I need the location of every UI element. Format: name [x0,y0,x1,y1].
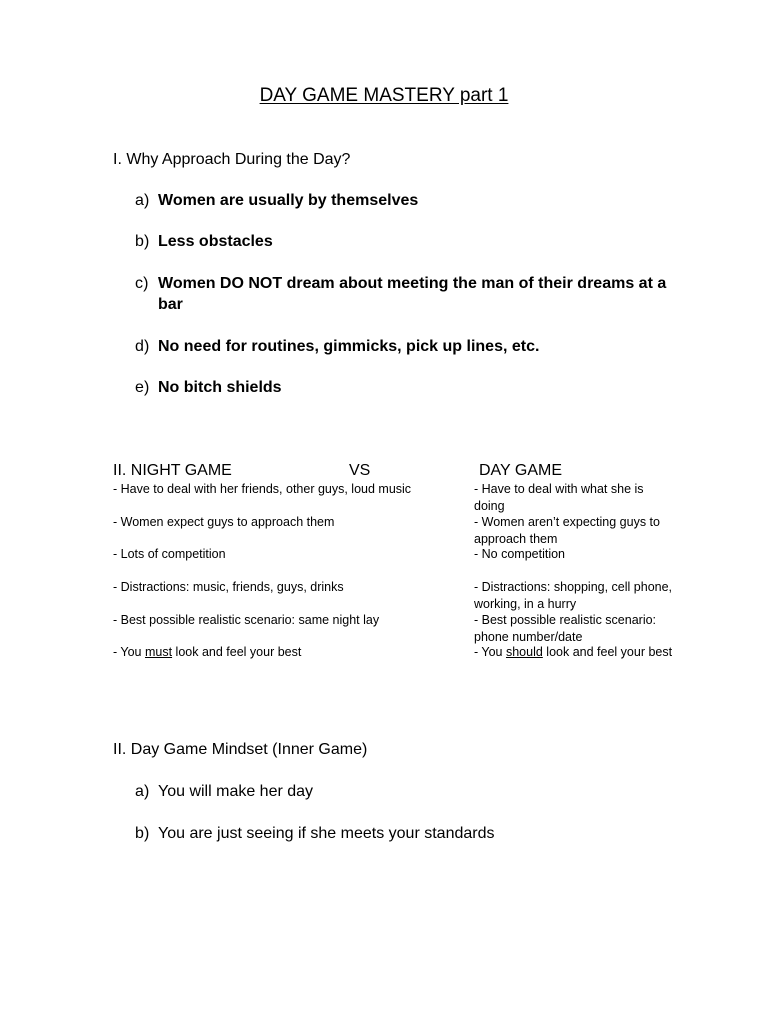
day-game-row-2: - Women aren’t expecting guys to approach them [474,515,660,546]
night-game-heading: II. NIGHT GAME [113,462,232,479]
section-3-item-a-letter: a) [135,783,150,800]
must-emphasis: must [144,645,173,659]
section-1-item-a-text: Women are usually by themselves [158,192,419,209]
day-game-row-6-pre: - You [474,645,506,659]
should-emphasis: should [505,645,543,659]
section-1-item-e-letter: e) [135,379,150,396]
section-1-item-a-letter: a) [135,192,150,209]
day-game-heading: DAY GAME [479,462,562,479]
day-game-row-5: - Best possible realistic scenario: phone number/date [474,613,657,644]
night-game-row-6 [113,644,463,661]
section-1-item-d-letter: d) [135,338,150,355]
day-game-row-6 [474,644,674,661]
day-game-row-4: - Distractions: shopping, cell phone, working, in a hurry [474,580,673,611]
vs-label: VS [349,462,371,479]
section-1-item-e-text: No bitch shields [158,379,282,396]
section-1-item-c-letter: c) [135,275,149,292]
day-game-row-3: - No competition [474,547,566,561]
section-1-item-c-text: Women DO NOT dream about meeting the man of their dreams at a bar [158,275,667,313]
section-3-item-a-text: You will make her day [158,783,314,800]
day-game-row-1: - Have to deal with what she is doing [474,482,644,513]
section-3-item-b-letter: b) [135,825,150,842]
night-game-row-2: - Women expect guys to approach them [113,515,335,529]
section-1-item-b-text: Less obstacles [158,233,273,250]
day-game-row-6-post: look and feel your best [542,645,673,659]
night-game-row-4: - Distractions: music, friends, guys, drinks [113,580,344,594]
night-game-row-1: - Have to deal with her friends, other guys, loud music [113,482,412,496]
section-1-heading: I. Why Approach During the Day? [113,151,351,168]
night-game-row-6-pre: - You [113,645,145,659]
night-game-row-6-post: look and feel your best [172,645,302,659]
night-game-row-5: - Best possible realistic scenario: same night lay [113,613,380,627]
section-1-item-b-letter: b) [135,233,150,250]
section-1-item-d-text: No need for routines, gimmicks, pick up lines, etc. [158,338,540,355]
night-game-row-3: - Lots of competition [113,547,226,561]
section-3-heading: II. Day Game Mindset (Inner Game) [113,741,368,758]
section-3-item-b-text: You are just seeing if she meets your standards [158,825,495,842]
page-title: DAY GAME MASTERY part 1 [259,85,509,106]
